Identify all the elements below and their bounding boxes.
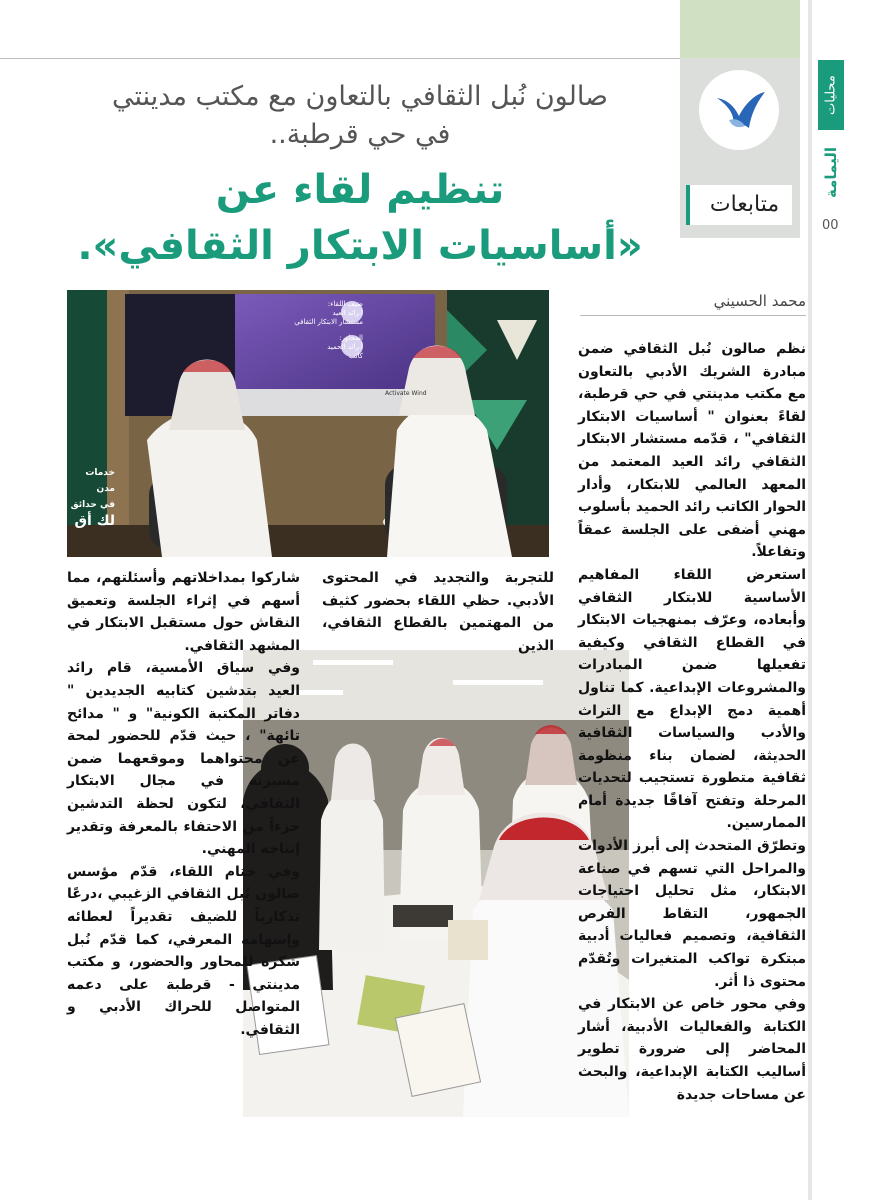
wall-panel-text-1: خدمات مدن [85, 468, 115, 494]
screen-moderator-name: أ.رائد الحميد [327, 343, 363, 351]
paragraph: نظم صالون نُبل الثقافي ضمن مبادرة الشريك الأدبي بالتعاون مع مكتب مدينتي في حي قرطبة، لقاءً بعنوان " أساسيات الابتكار الثقافي" ، قدّمه مستشار الابتكار الثقافي رائد العيد المعتمد من المعهد العالمي للابتكار، وأدار الحوار الكاتب رائد الحميد بأسلوب مهني أضفى على الجلسة عمقاً وتفاعلاً. [578, 341, 806, 561]
byline-rule [580, 315, 806, 316]
paragraph: للتجربة والتجديد في المحتوى الأدبي. حظي اللقاء بحضور كثيف من المهتمين بالقطاع الثقافي، الذين [322, 570, 554, 654]
screen-moderator-label: المحاور: [339, 334, 363, 342]
screen-moderator-role: كاتب [348, 352, 363, 360]
page-number: 00 [822, 218, 839, 233]
section-label: متابعات [709, 192, 780, 217]
section-logo [699, 70, 779, 150]
paragraph: استعرض اللقاء المفاهيم الأساسية للابتكار الثقافي وأبعاده، وعرّف بمنهجيات الابتكار في القطاع الثقافي وكيفية تفعيلها ضمن المبادرات والمشروعات الإبداعية. كما تناول أهمية دمج الإبداع مع التراث والأدب والسياسات الثقافية الحديثة، لضمان بناء منظومة ثقافية متطورة تستجيب لتحديات المرحلة وتفتح آفاقًا جديدة أمام الممارسين. [578, 566, 806, 832]
article-column-left [67, 567, 300, 1041]
wall-panel-text [67, 465, 115, 529]
paragraph: وفي محور خاص عن الابتكار في الكتابة والفعاليات الأدبية، أشار المحاضر إلى ضرورة تطوير أساليب الكتابة الإبداعية، والبحث عن مساحات جديدة [578, 996, 806, 1103]
article-column-right [578, 338, 806, 1106]
screen-guest-label: ضيف اللقاء: [327, 300, 363, 308]
category-label: محليات [823, 75, 839, 115]
screen-guest-block [263, 300, 363, 327]
magazine-name: اليمامة [822, 147, 840, 199]
paragraph: شاركوا بمداخلاتهم وأسئلتهم، مما أسهم في إثراء الجلسة وتعميق النقاش حول مستقبل الابتكار في المشهد الثقافي. [67, 570, 300, 654]
author-byline: محمد الحسيني [713, 292, 806, 310]
top-rule [0, 58, 680, 59]
screen-side-text: Activate Wind [385, 390, 427, 397]
headline-line-1: تنظيم لقاء عن [215, 167, 505, 213]
paragraph: وفي سياق الأمسية، قام رائد العيد بتدشين كتابيه الجديدين " دفاتر المكتبة الكونية" و " مدائح تائهة" ، حيث قدّم للحضور لمحة عن محتواهما وموقعهما ضمن مسيرته في مجال الابتكار الثقافي، لتكون لحظة التدشين جزءاً من الاحتفاء بالمعرفة وتقدير إنتاجه المهني. [67, 660, 300, 858]
headline-line-2: «أساسيات الابتكار الثقافي». [77, 223, 643, 269]
panel-scene [67, 290, 549, 557]
header-color-block [680, 0, 800, 58]
paragraph: وفي ختام اللقاء، قدّم مؤسس صالون نُبل الثقافي الزغيبي ،درعًا تذكارياً للضيف تقديراً لعطائه وإسهامه المعرفي، كما قدّم نُبل شكره للمحاور والحضور، و مكتب مدينتي - قرطبة على دعمه المتواصل للحراك الأدبي و الثقافي. [67, 863, 300, 1038]
article-headline [40, 162, 680, 274]
panel-discussion-photo [67, 290, 549, 557]
wall-panel-text-2: في حدائق [70, 500, 115, 510]
screen-guest-name: أ.رائد العيد [332, 309, 363, 317]
paragraph: وتطرّق المتحدث إلى أبرز الأدوات والمراحل التي تسهم في صناعة الابتكار، مثل تحليل احتياجات الجمهور، التقاط الفرص الثقافية، وتصميم فعاليات أدبية مبتكرة تواكب المتغيرات وتُقدّم محتوى ذا أثر. [578, 838, 806, 990]
page-gutter [808, 0, 812, 1200]
kicker-line-2: في حي قرطبة.. [269, 119, 451, 150]
signing-scene [243, 650, 629, 1117]
kicker-line-1: صالون نُبل الثقافي بالتعاون مع مكتب مدينتي [112, 81, 608, 112]
stylized-bird-logo-icon [699, 70, 779, 150]
book-signing-photo [243, 650, 629, 1117]
wall-panel-text-3: لك أق [74, 513, 115, 529]
section-tab [686, 185, 792, 225]
article-kicker [60, 78, 660, 154]
article-column-middle [322, 567, 554, 657]
screen-guest-role: مستشار الابتكار الثقافي [294, 318, 363, 326]
screen-moderator-block [263, 334, 363, 361]
